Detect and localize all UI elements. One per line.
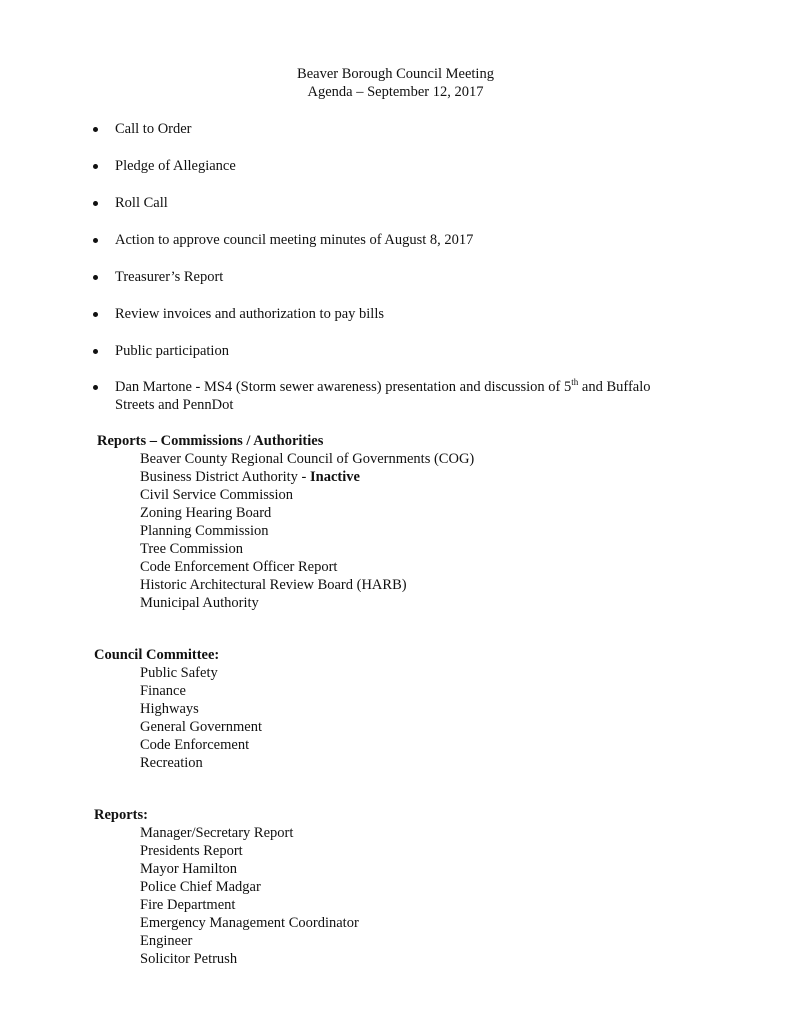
agenda-page: Beaver Borough Council Meeting Agenda – September 12, 2017 Call to Order Pledge of Allegiance Roll Call Action to approve council meeting minutes of August 8, 2017 Treasurer’s Report Review invoices and authorization to pay bills Public participation Dan Martone - MS4 (Storm sewer awareness) presentation and discussion of 5th and Buffalo Streets and PennDot Reports – Commissions / Authorities Beaver County Regional Council of Governments (COG) Business District Authority - Inactive Civil Service Commission Zoning Hearing Board Planning Commission Tree Commission Code Enforcement Officer Report Historic Architectural Review Board (HARB) Municipal Authority Council Committee: Public Safety Finance Highways General Government Code Enforcement Recreation Reports: Manager/Secretary Report Presidents Report Mayor Hamilton Police Chief Madgar Fire Department Emergency Management Coordinator Engineer Solicitor Petrush xyxy=(0,0,791,1024)
bullet-icon xyxy=(93,238,98,243)
list-item: Code Enforcement Officer Report xyxy=(140,559,338,575)
list-item: Civil Service Commission xyxy=(140,487,294,503)
list-item: Historic Architectural Review Board (HARB) xyxy=(140,577,407,593)
list-item: Emergency Management Coordinator xyxy=(140,915,359,931)
list-item: Beaver County Regional Council of Governments (COG) xyxy=(140,451,475,467)
document-title: Beaver Borough Council Meeting xyxy=(297,66,494,82)
list-item: Fire Department xyxy=(140,897,236,913)
list-item: Public Safety xyxy=(140,665,218,681)
list-item: Code Enforcement xyxy=(140,737,250,753)
list-item: Municipal Authority xyxy=(140,595,259,611)
bullet-icon xyxy=(93,275,98,280)
list-item: Mayor Hamilton xyxy=(140,861,238,877)
reports-list xyxy=(140,824,359,968)
document-subtitle: Agenda – September 12, 2017 xyxy=(307,84,484,100)
document-header xyxy=(0,65,791,101)
reports-heading: Reports: xyxy=(94,807,148,823)
bullet-icon xyxy=(93,201,98,206)
commissions-list xyxy=(140,450,474,612)
bullet-icon xyxy=(93,164,98,169)
committees-heading: Council Committee: xyxy=(94,647,220,663)
committees-list xyxy=(140,664,262,772)
list-item: Finance xyxy=(140,683,186,699)
bullet-icon xyxy=(93,312,98,317)
list-item: Zoning Hearing Board xyxy=(140,505,272,521)
list-item: Police Chief Madgar xyxy=(140,879,261,895)
bullet-icon xyxy=(93,127,98,132)
list-item: Recreation xyxy=(140,755,203,771)
commissions-heading: Reports – Commissions / Authorities xyxy=(97,433,324,449)
list-item: Engineer xyxy=(140,933,193,949)
bullet-icon xyxy=(93,385,98,390)
bullet-icon xyxy=(93,349,98,354)
list-item: Tree Commission xyxy=(140,541,243,557)
inactive-label: Inactive xyxy=(309,469,360,485)
list-item: Manager/Secretary Report xyxy=(140,825,294,841)
list-item: Solicitor Petrush xyxy=(140,951,238,967)
list-item: Highways xyxy=(140,701,199,717)
list-item: Business District Authority - Inactive xyxy=(140,469,360,485)
list-item: General Government xyxy=(140,719,262,735)
list-item: Presidents Report xyxy=(140,843,243,859)
list-item: Planning Commission xyxy=(140,523,269,539)
